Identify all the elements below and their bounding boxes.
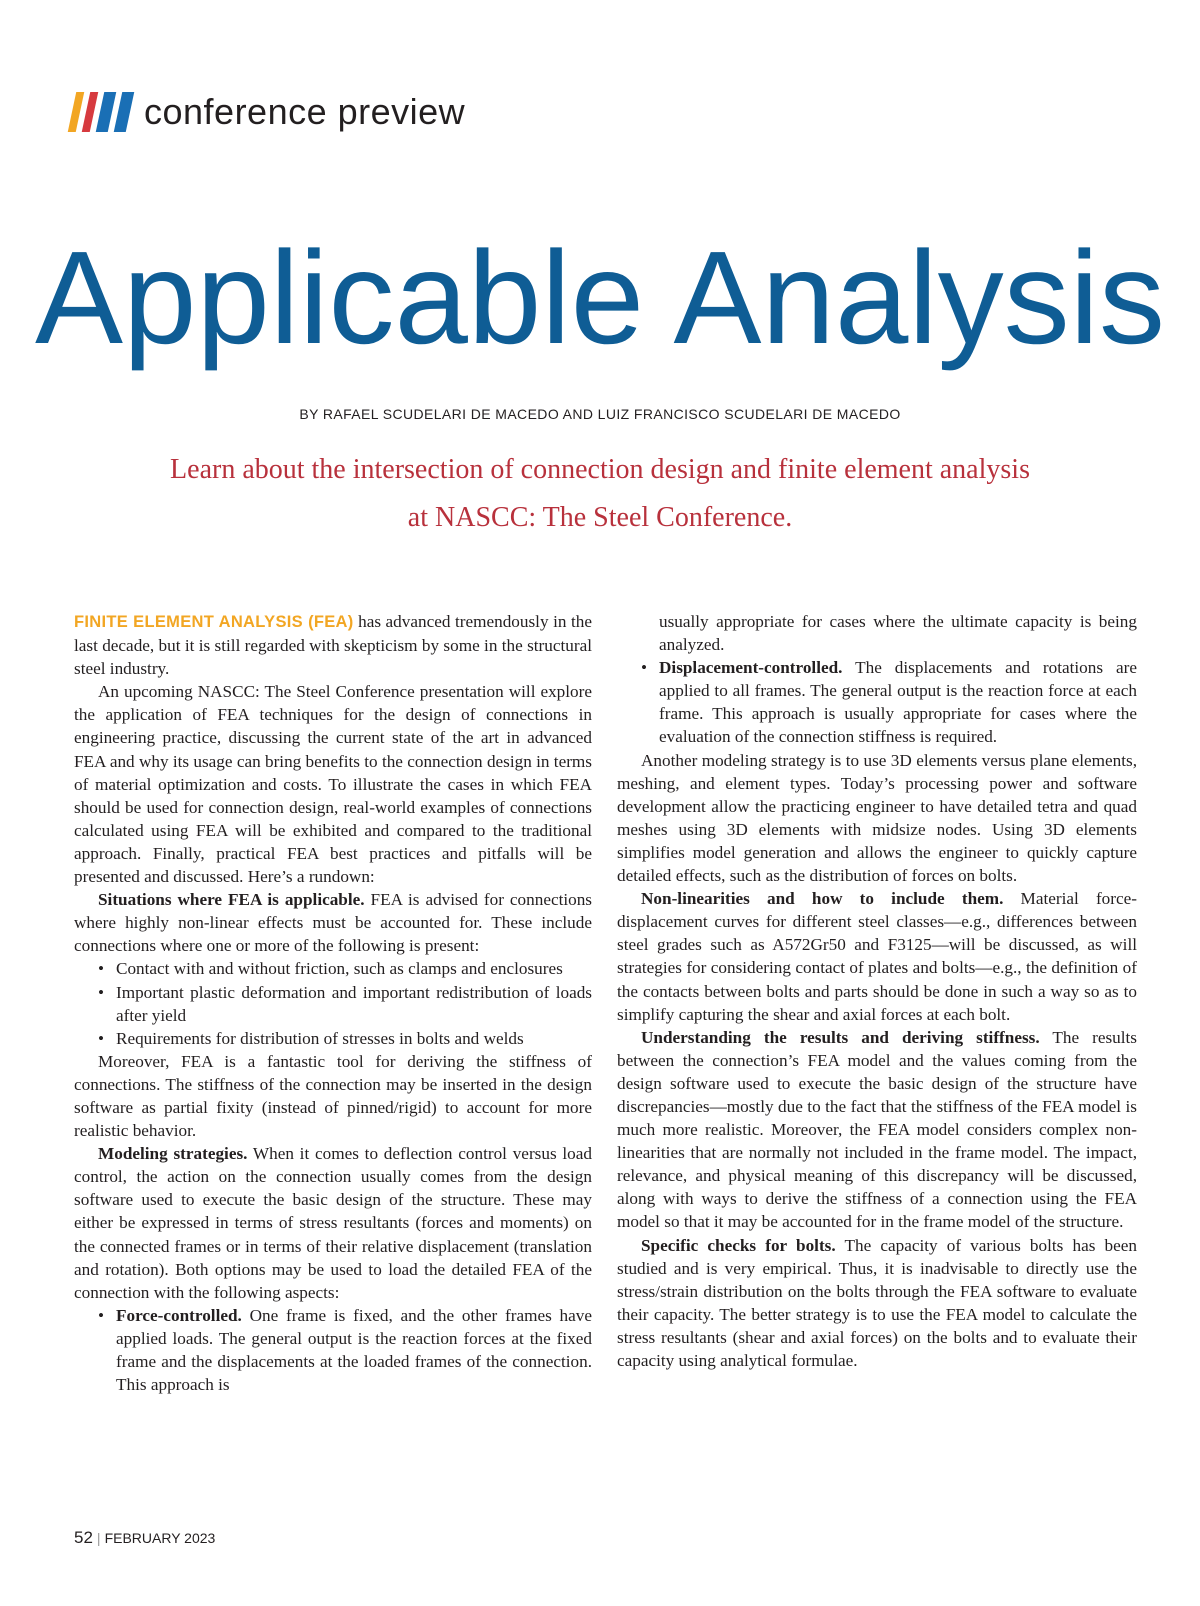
force-head: Force-controlled. — [116, 1305, 242, 1325]
subhead-nonlinearities: Non-linearities and how to include them. — [641, 889, 1004, 909]
list-item: • Contact with and without friction, such as clamps and enclosures — [74, 957, 592, 980]
bolts-text: The capacity of various bolts has been studied and is very empirical. Thus, it is inadvisable to directly use the stress/strain distribution on the bolts through the FEA software to evaluate their capacity. The better strategy is to use the FEA model to calculate the stress resultants (shear and axial forces) on the bolts and to evaluate their capacity using analytical formulae. — [617, 1235, 1137, 1370]
deck-line-2: at NASCC: The Steel Conference. — [407, 502, 793, 533]
force-text: One frame is fixed, and the other frames have applied loads. The general output is the reaction forces at the fixed frame and the displacements at the loaded frames of the connection. This approach is — [116, 1305, 592, 1395]
nonlinearities-text: Material force-displacement curves for different steel classes—e.g., differences between steel grades such as A572Gr50 and F3125—will be discussed, as will strategies for considering contact of plates and bolts—e.g., the definition of the contacts between bolts and parts should be done in such a way so as to simplify capturing the shear and axial forces at each bolt. — [617, 889, 1137, 1024]
displacement-text: The displacements and rotations are applied to all frames. The general output is the reaction force at each frame. This approach is usually appropriate for cases where the evaluation of the connection stiffness is required. — [659, 658, 1137, 747]
intro-text: has advanced tremendously in the last decade, but it is still regarded with skepticism by some in the structural steel industry. — [74, 612, 592, 679]
force-continued: usually appropriate for cases where the ultimate capacity is being analyzed. — [659, 612, 1137, 655]
stripe-blue-2 — [114, 92, 135, 132]
issue-date: FEBRUARY 2023 — [104, 1530, 216, 1546]
lead-in: FINITE ELEMENT ANALYSIS (FEA) — [74, 613, 354, 631]
modeling-text: When it comes to deflection control versus load control, the action on the connection usually comes from the design software used to execute the basic design of the structure. These may either be expressed in terms of stress resultants (forces and moments) on the connected frames or in terms of their relative displacement (translation and rotation). Both options may be used to load the detailed FEA of the connection with the following aspects: — [74, 1144, 592, 1302]
paragraph-situations — [74, 888, 592, 957]
subhead-situations: Situations where FEA is applicable. — [98, 890, 365, 910]
paragraph-intro — [74, 610, 592, 680]
list-item-displacement — [617, 656, 1137, 748]
deck-line-1: Learn about the intersection of connection design and finite element analysis — [170, 454, 1030, 485]
right-column — [617, 610, 1137, 1372]
paragraph-nonlinearities — [617, 887, 1137, 1026]
stripe-blue — [96, 92, 117, 132]
section-stripes-icon — [72, 92, 130, 132]
results-text: The results between the connection’s FEA model and the values coming from the design software used to execute the basic design of the structure have discrepancies—mostly due to the fact that the stiffness of the FEA model is much more realistic. Moreover, the FEA model considers complex non-linearities that are normally not included in the frame model. The impact, relevance, and physical meaning of this discrepancy will be discussed, along with ways to derive the stiffness of a connection using the FEA model so that it may be accounted for in the frame model of the structure. — [617, 1027, 1137, 1232]
paragraph-modeling — [74, 1142, 592, 1304]
paragraph-results — [617, 1026, 1137, 1234]
paragraph-bolts — [617, 1234, 1137, 1373]
situations-text: FEA is advised for connections where highly non-linear effects must be accounted for. These include connections where one or more of the following is present: — [74, 890, 593, 956]
list-item: • Important plastic deformation and important redistribution of loads after yield — [74, 981, 592, 1027]
footer-separator: | — [96, 1530, 101, 1546]
paragraph-presentation: An upcoming NASCC: The Steel Conference presentation will explore the application of FEA techniques for the design of connections in engineering practice, discussing the current state of the art in advanced FEA and why its usage can bring benefits to the connection design in terms of material optimization and costs. To illustrate the cases in which FEA should be used for connection design, real-world examples of connections calculated using FEA will be exhibited and compared to the traditional approach. Finally, practical FEA best practices and pitfalls will be presented and discussed. Here’s a rundown: — [74, 682, 592, 887]
subhead-results: Understanding the results and deriving stiffness. — [641, 1027, 1040, 1047]
aspects-list-continued — [617, 656, 1137, 748]
deck — [120, 446, 1080, 542]
subhead-bolts: Specific checks for bolts. — [641, 1235, 836, 1255]
list-item-force — [74, 1304, 592, 1396]
section-label: conference preview — [144, 91, 466, 132]
displacement-head: Displacement-controlled. — [659, 658, 843, 678]
paragraph-stiffness: Moreover, FEA is a fantastic tool for deriving the stiffness of connections. The stiffness of the connection may be inserted in the design software as partial fixity (instead of pinned/rigid) to account for more realistic behavior. — [74, 1051, 592, 1141]
aspects-list — [74, 1304, 592, 1396]
left-column — [74, 610, 592, 1396]
page-footer — [74, 1528, 215, 1548]
subhead-modeling: Modeling strategies. — [98, 1144, 248, 1164]
list-item: • Requirements for distribution of stresses in bolts and welds — [74, 1027, 592, 1050]
section-header — [72, 90, 465, 134]
page-number: 52 — [74, 1528, 93, 1547]
article-title: Applicable Analysis — [35, 224, 1165, 371]
situations-list — [74, 957, 592, 1049]
paragraph-elements: Another modeling strategy is to use 3D elements versus plane elements, meshing, and element types. Today’s processing power and software development allow the practicing engineer to have detailed tetra and quad meshes using 3D elements with midsize nodes. Using 3D elements simplifies model generation and allows the engineer to quickly capture detailed effects, such as the distribution of forces on bolts. — [617, 750, 1137, 886]
stripe-red — [82, 92, 99, 132]
byline: BY RAFAEL SCUDELARI DE MACEDO AND LUIZ FRANCISCO SCUDELARI DE MACEDO — [299, 406, 901, 422]
stripe-orange — [68, 92, 85, 132]
